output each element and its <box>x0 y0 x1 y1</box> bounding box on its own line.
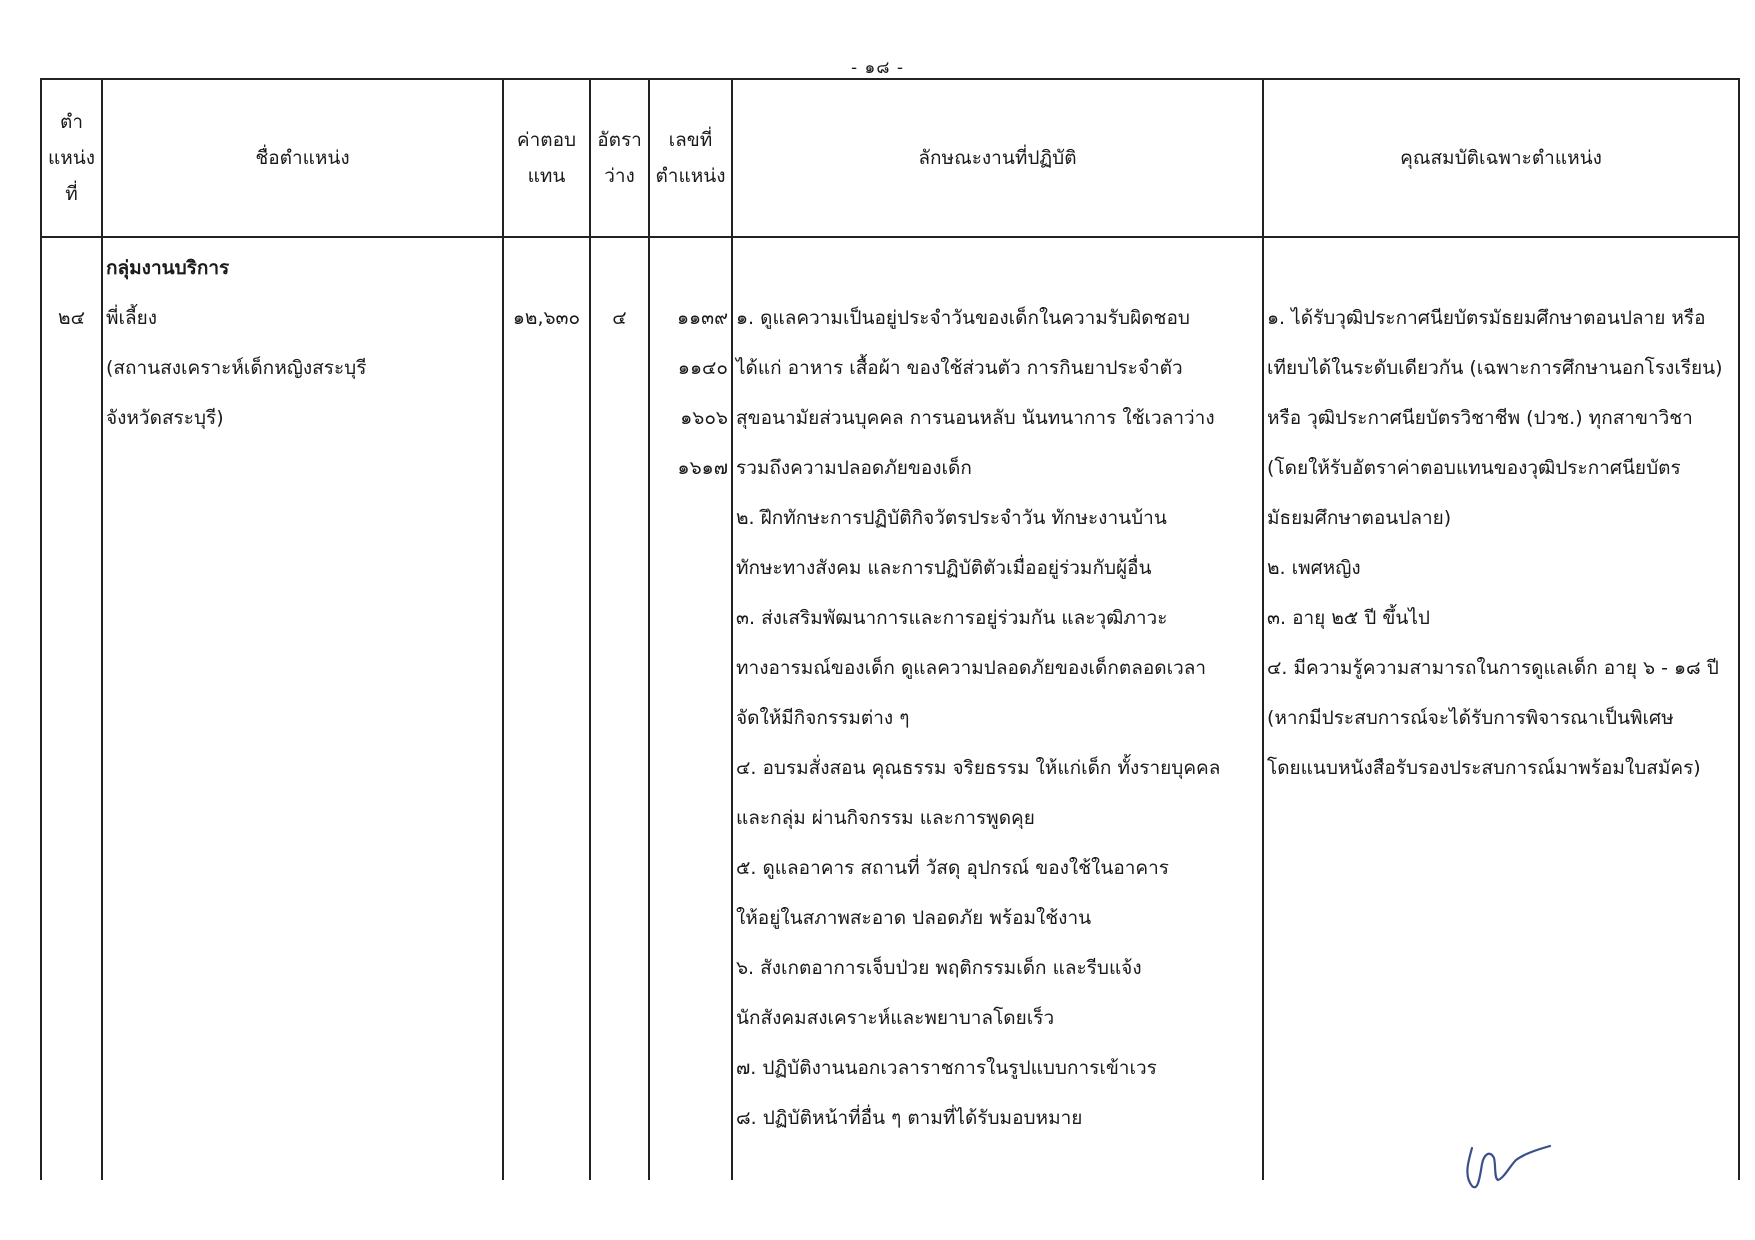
header-position-no: ตำ แหน่ง ที่ <box>47 111 96 205</box>
qualification-line: ๓. อายุ ๒๕ ปี ขึ้นไป <box>1267 607 1430 629</box>
duties-list <box>736 293 1220 1143</box>
qualification-line: ๒. เพศหญิง <box>1267 557 1361 579</box>
duty-line: ทางอารมณ์ของเด็ก ดูแลความปลอดภัยของเด็กตลอดเวลา <box>736 657 1207 679</box>
column-divider <box>40 78 42 1180</box>
column-divider <box>731 78 733 1180</box>
compensation-value: ๑๒,๖๓๐ <box>512 307 581 329</box>
duty-line: ๖. สังเกตอาการเจ็บป่วย พฤติกรรมเด็ก และรีบแจ้ง <box>736 957 1142 979</box>
position-number: ๒๔ <box>58 307 85 329</box>
qualification-line: หรือ วุฒิประกาศนียบัตรวิชาชีพ (ปวช.) ทุกสาขาวิชา <box>1267 407 1693 429</box>
group-heading: กลุ่มงานบริการ <box>106 257 230 279</box>
duty-line: รวมถึงความปลอดภัยของเด็ก <box>736 457 972 479</box>
duty-line: และกลุ่ม ผ่านกิจกรรม และการพูดคุย <box>736 807 1035 829</box>
duty-line: ๓. ส่งเสริมพัฒนาการและการอยู่ร่วมกัน และวุฒิภาวะ <box>736 607 1168 629</box>
column-divider <box>1262 78 1264 1180</box>
duty-line: ๒. ฝึกทักษะการปฏิบัติกิจวัตรประจำวัน ทักษะงานบ้าน <box>736 507 1167 529</box>
header-vacancies: อัตรา ว่าง <box>597 129 642 187</box>
qualification-line: มัธยมศึกษาตอนปลาย) <box>1267 507 1452 529</box>
position-name-line: (สถานสงเคราะห์เด็กหญิงสระบุรี <box>106 357 367 379</box>
header-bottom-border <box>40 236 1740 238</box>
qualifications-list <box>1267 293 1723 793</box>
qualification-line: เทียบได้ในระดับเดียวกัน (เฉพาะการศึกษานอกโรงเรียน) <box>1267 357 1723 379</box>
page-number: - ๑๘ - <box>851 58 904 78</box>
position-number-item: ๑๖๐๖ <box>680 407 728 429</box>
duty-line: ๗. ปฏิบัติงานนอกเวลาราชการในรูปแบบการเข้าเวร <box>736 1057 1157 1079</box>
duty-line: ๘. ปฏิบัติหน้าที่อื่น ๆ ตามที่ได้รับมอบหมาย <box>736 1107 1083 1129</box>
qualification-line: ๔. มีความรู้ความสามารถในการดูแลเด็ก อายุ ๖ - ๑๘ ปี <box>1267 657 1719 679</box>
qualification-line: (โดยให้รับอัตราค่าตอบแทนของวุฒิประกาศนียบัตร <box>1267 457 1681 479</box>
position-name-line: จังหวัดสระบุรี) <box>106 407 224 429</box>
column-divider <box>648 78 650 1180</box>
duty-line: ๕. ดูแลอาคาร สถานที่ วัสดุ อุปกรณ์ ของใช้ในอาคาร <box>736 857 1169 879</box>
position-number-item: ๑๑๔๐ <box>677 357 728 379</box>
duty-line: จัดให้มีกิจกรรมต่าง ๆ <box>736 707 910 729</box>
vacancies-value: ๔ <box>612 307 627 329</box>
position-number-item: ๑๖๑๗ <box>677 457 728 479</box>
duty-line: สุขอนามัยส่วนบุคคล การนอนหลับ นันทนาการ ใช้เวลาว่าง <box>736 407 1215 429</box>
duty-line: ได้แก่ อาหาร เสื้อผ้า ของใช้ส่วนตัว การกินยาประจำตัว <box>736 357 1183 379</box>
duty-line: ๔. อบรมสั่งสอน คุณธรรม จริยธรรม ให้แก่เด็ก ทั้งรายบุคคล <box>736 757 1221 779</box>
header-compensation: ค่าตอบ แทน <box>516 129 577 187</box>
position-number-item: ๑๑๓๙ <box>676 307 728 329</box>
column-divider <box>1738 78 1740 1180</box>
header-duties: ลักษณะงานที่ปฏิบัติ <box>918 147 1077 169</box>
header-qualifications: คุณสมบัติเฉพาะตำแหน่ง <box>1400 147 1602 169</box>
qualification-line: โดยแนบหนังสือรับรองประสบการณ์มาพร้อมใบสมัคร) <box>1267 757 1701 779</box>
position-name-line: พี่เลี้ยง <box>106 307 158 329</box>
duty-line: ๑. ดูแลความเป็นอยู่ประจำวันของเด็กในความรับผิดชอบ <box>736 307 1190 329</box>
header-position-name: ชื่อตำแหน่ง <box>255 147 350 169</box>
duty-line: ให้อยู่ในสภาพสะอาด ปลอดภัย พร้อมใช้งาน <box>736 907 1092 929</box>
duty-line: ทักษะทางสังคม และการปฏิบัติตัวเมื่ออยู่ร่วมกับผู้อื่น <box>736 557 1152 579</box>
qualification-line: ๑. ได้รับวุฒิประกาศนียบัตรมัธยมศึกษาตอนปลาย หรือ <box>1267 307 1706 329</box>
position-name <box>106 293 366 443</box>
duty-line: นักสังคมสงเคราะห์และพยาบาลโดยเร็ว <box>736 1007 1055 1029</box>
column-divider <box>589 78 591 1180</box>
column-divider <box>101 78 103 1180</box>
header-position-numbers: เลขที่ ตำแหน่ง <box>655 129 726 187</box>
signature-mark <box>1450 1128 1560 1198</box>
qualification-line: (หากมีประสบการณ์จะได้รับการพิจารณาเป็นพิเศษ <box>1267 707 1674 729</box>
position-numbers-list <box>650 293 728 493</box>
column-divider <box>502 78 504 1180</box>
